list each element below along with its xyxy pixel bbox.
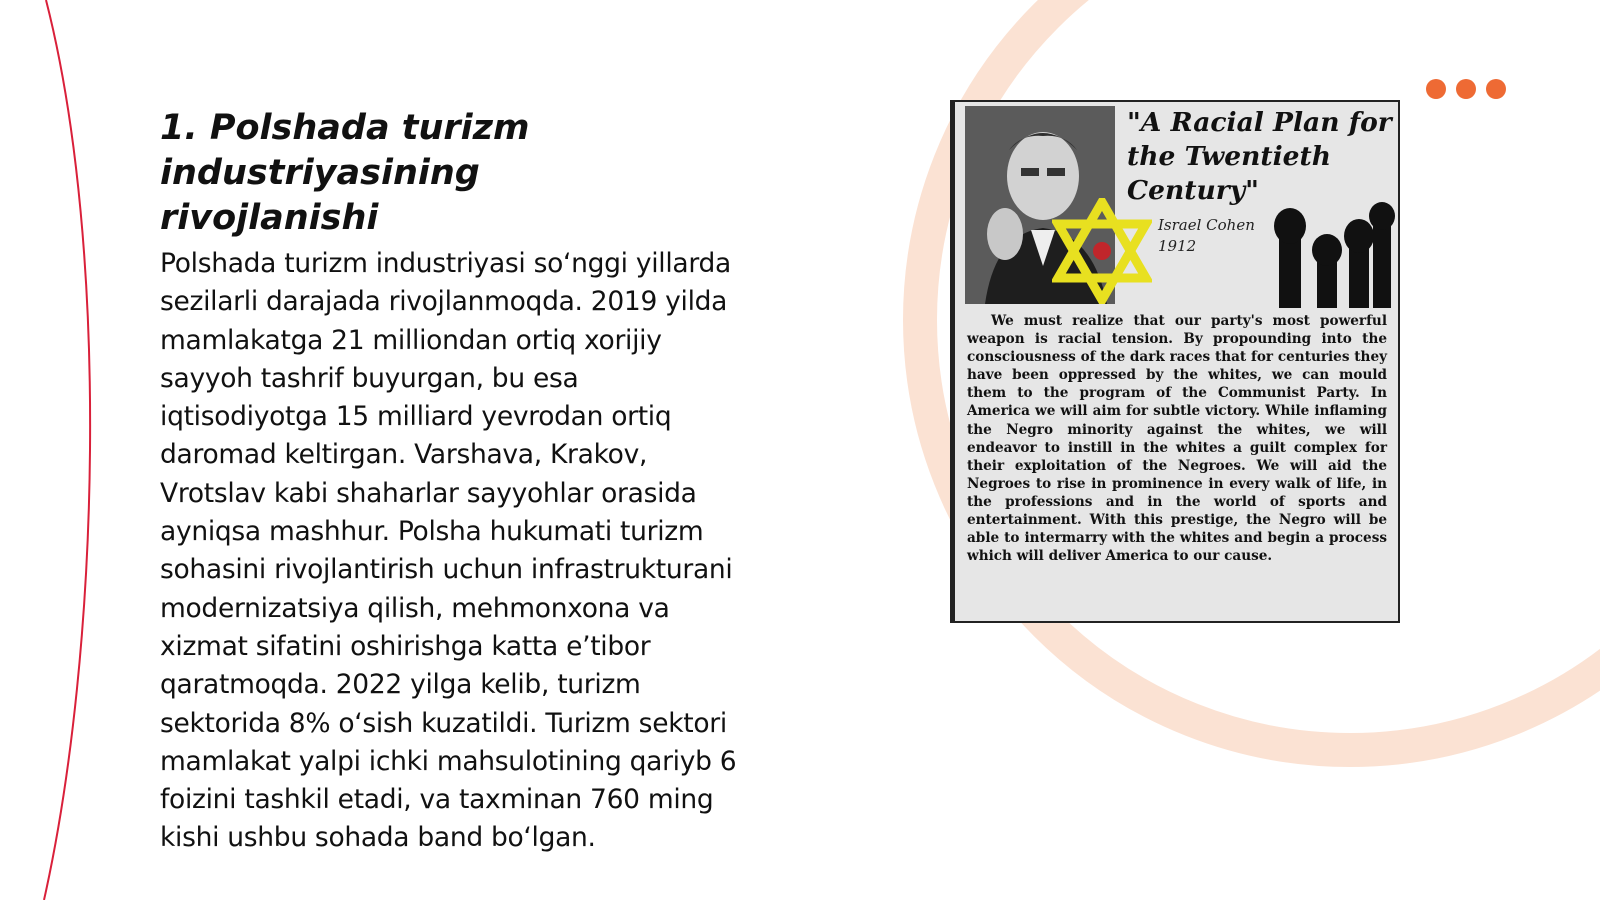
raised-fists-icon: [1273, 202, 1397, 308]
dot-icon: [1426, 79, 1446, 99]
menu-dots-icon: [1426, 79, 1506, 99]
clipping-quote-text: We must realize that our party's most powerful weapon is racial tension. By propounding into the consciousness of the dark races that for centuries they have been oppressed by the whites, we can mould them to the program of the Communist Party. In America we will aim for subtle victory. While inflaming the Negro minority against the whites, we will endeavor to instill in the whites a guilt complex for their exploitation of the Negroes. We will aid the Negroes to rise in prominence in every walk of life, in the professions and in the world of sports and entertainment. With this prestige, the Negro will be able to intermarry with the whites and begin a process which will deliver America to our cause.: [967, 313, 1387, 565]
slide-body-text: Polshada turizm industriyasi so‘nggi yillarda sezilarli darajada rivojlanmoqda. 2019 yilda mamlakatga 21 milliondan ortiq xorijiy sayyoh tashrif buyurgan, bu esa iqtisodiyotga 15 milliard yevrodan ortiq daromad keltirgan. Varshava, Krakov, Vrotslav kabi shaharlar sayyohlar orasida ayniqsa mashhur. Polsha hukumati turizm sohasini rivojlantirish uchun infrastrukturani modernizatsiya qilish, mehmonxona va xizmat sifatini oshirishga katta e’tibor qaratmoqda. 2022 yilga kelib, turizm sektorida 8% o‘sish kuzatildi. Turizm sektori mamlakat yalpi ichki mahsulotining qariyb 6 foizini tashkil etadi, va taxminan 760 ming kishi ushbu sohada band bo‘lgan.: [160, 248, 737, 854]
dot-icon: [1486, 79, 1506, 99]
left-curve-line: [44, 0, 90, 900]
newspaper-clipping-image: [950, 100, 1400, 623]
star-of-david-icon: [1052, 198, 1152, 304]
slide-title: 1. Polshada turizm industriyasining rivojlanishi: [160, 108, 530, 238]
clipping-byline: Israel Cohen 1912: [1158, 216, 1255, 255]
clipping-headline: "A Racial Plan for the Twentieth Century": [1127, 107, 1392, 206]
dot-icon: [1456, 79, 1476, 99]
